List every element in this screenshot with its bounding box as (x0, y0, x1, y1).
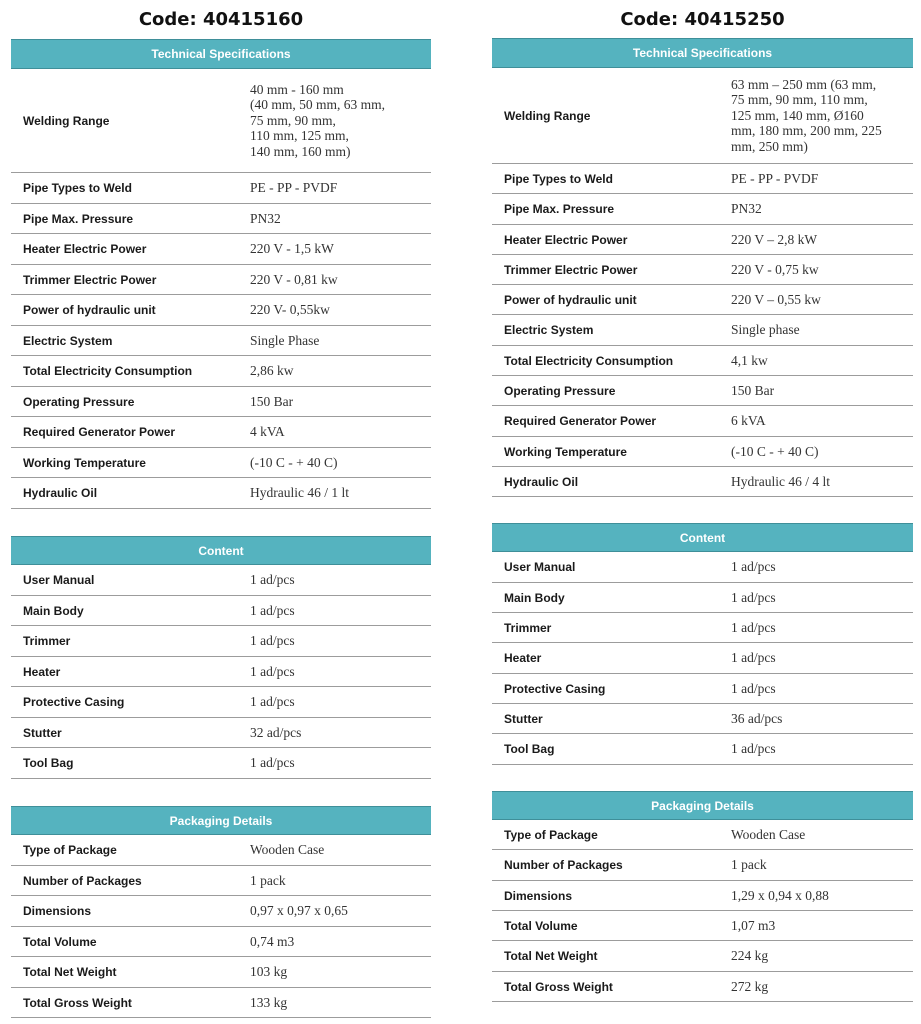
content-label: Trimmer (504, 620, 552, 635)
content-label: Main Body (23, 603, 84, 618)
content-label: Heater (504, 651, 542, 665)
packaging-value: Wooden Case (731, 826, 806, 842)
spec-label: Power of hydraulic unit (23, 303, 156, 317)
spec-label: Electric System (504, 323, 594, 337)
packaging-label: Number of Packages (504, 858, 623, 872)
packaging-row (492, 850, 913, 881)
content-label: Tool Bag (504, 742, 555, 756)
packaging-row (492, 972, 913, 1002)
content-row (11, 748, 431, 779)
spec-row (11, 448, 431, 478)
spec-label: Hydraulic Oil (504, 474, 579, 489)
packaging-value: 0,74 m3 (250, 933, 295, 949)
content-row (492, 613, 913, 643)
spec-row (11, 478, 431, 509)
content-label: Stutter (23, 725, 62, 740)
spec-value: 4,1 kw (731, 352, 768, 368)
section-header: Packaging Details (11, 806, 431, 835)
spec-value: 220 V - 0,81 kw (250, 271, 338, 287)
section-header: Content (11, 536, 431, 565)
packaging-value: 1 pack (250, 872, 286, 888)
packaging-label: Total Net Weight (23, 965, 117, 979)
content-value: 36 ad/pcs (731, 710, 783, 726)
content-value: 1 ad/pcs (731, 559, 776, 575)
content-value: 32 ad/pcs (250, 724, 302, 740)
packaging-value: 272 kg (731, 978, 769, 994)
spec-row (11, 69, 431, 173)
spec-value: PN32 (731, 201, 762, 217)
spec-value: 63 mm – 250 mm (63 mm, 75 mm, 90 mm, 110 mm, 125 mm, 140 mm, Ø160 mm, 180 mm, 200 mm, 225 mm, 250 mm) (731, 76, 882, 154)
packaging-label: Total Net Weight (504, 949, 598, 963)
spec-row (11, 265, 431, 295)
content-value: 1 ad/pcs (731, 650, 776, 666)
spec-value: Hydraulic 46 / 1 lt (250, 485, 349, 501)
product-code-title: Code: 40415250 (620, 9, 785, 30)
content-row (11, 596, 431, 626)
spec-value: 150 Bar (731, 382, 775, 398)
spec-label: Operating Pressure (23, 394, 135, 409)
spec-label: Heater Electric Power (23, 242, 147, 256)
spec-value: 150 Bar (250, 393, 294, 409)
packaging-row (11, 957, 431, 988)
spec-label: Total Electricity Consumption (504, 353, 674, 368)
spec-row (11, 204, 431, 234)
content-table (11, 536, 431, 779)
spec-label: Trimmer Electric Power (23, 272, 157, 287)
packaging-row (11, 866, 431, 896)
packaging-row (11, 927, 431, 957)
technical-specifications-table (492, 38, 913, 497)
technical-specifications-table (11, 39, 431, 509)
packaging-label: Dimensions (504, 888, 573, 903)
packaging-label: Number of Packages (23, 873, 142, 888)
spec-value: 40 mm - 160 mm (40 mm, 50 mm, 63 mm, 75 mm, 90 mm, 110 mm, 125 mm, 140 mm, 160 mm) (250, 81, 385, 159)
content-value: 1 ad/pcs (250, 572, 295, 588)
spec-row (11, 295, 431, 326)
spec-row (11, 417, 431, 448)
spec-value: Single phase (731, 322, 800, 338)
product-code-title: Code: 40415160 (138, 9, 304, 30)
content-label: Tool Bag (23, 756, 74, 770)
spec-row (492, 437, 913, 467)
packaging-row (11, 896, 431, 927)
spec-value: Hydraulic 46 / 4 lt (731, 473, 830, 489)
spec-value: Single Phase (250, 332, 320, 348)
section-header: Content (492, 523, 913, 552)
spec-value: 220 V - 0,75 kw (731, 261, 819, 277)
spec-value: 2,86 kw (250, 363, 294, 379)
spec-label: Heater Electric Power (504, 232, 628, 247)
packaging-label: Total Volume (504, 918, 578, 933)
content-label: Heater (23, 664, 61, 679)
packaging-label: Total Gross Weight (23, 995, 132, 1010)
content-value: 1 ad/pcs (250, 663, 295, 679)
packaging-value: 224 kg (731, 948, 769, 964)
content-value: 1 ad/pcs (731, 741, 776, 757)
spec-row (492, 164, 913, 194)
spec-value: 220 V- 0,55kw (250, 302, 330, 318)
content-label: Protective Casing (504, 681, 606, 696)
section-header: Technical Specifications (492, 38, 913, 68)
content-table (492, 523, 913, 765)
spec-label: Operating Pressure (504, 383, 616, 398)
packaging-value: 103 kg (250, 964, 288, 980)
spec-row (11, 356, 431, 387)
packaging-value: 1,07 m3 (731, 917, 776, 933)
content-row (492, 704, 913, 734)
content-value: 1 ad/pcs (250, 694, 295, 710)
content-value: 1 ad/pcs (250, 602, 295, 618)
spec-value: (-10 C - + 40 C) (250, 454, 338, 470)
packaging-row (492, 911, 913, 941)
packaging-label: Total Gross Weight (504, 979, 613, 994)
content-row (492, 643, 913, 674)
packaging-label: Type of Package (504, 827, 598, 842)
content-row (11, 626, 431, 657)
spec-row (11, 326, 431, 356)
spec-value: 220 V – 0,55 kw (731, 291, 821, 307)
spec-label: Working Temperature (23, 455, 146, 470)
packaging-label: Type of Package (23, 843, 117, 857)
spec-label: Power of hydraulic unit (504, 292, 637, 307)
spec-row (492, 315, 913, 346)
spec-label: Pipe Max. Pressure (23, 211, 134, 226)
packaging-value: 1 pack (731, 857, 767, 873)
packaging-label: Dimensions (23, 904, 92, 918)
content-label: Main Body (504, 590, 565, 605)
content-label: Stutter (504, 711, 543, 726)
spec-value: PN32 (250, 210, 281, 226)
content-value: 1 ad/pcs (731, 589, 776, 605)
spec-value: 6 kVA (731, 413, 766, 429)
packaging-value: 0,97 x 0,97 x 0,65 (250, 903, 348, 919)
spec-row (492, 346, 913, 376)
content-label: User Manual (504, 560, 576, 574)
spec-label: Pipe Max. Pressure (504, 202, 615, 216)
spec-label: Pipe Types to Weld (504, 171, 613, 186)
content-row (11, 687, 431, 718)
spec-value: 220 V – 2,8 kW (731, 231, 818, 247)
packaging-row (492, 820, 913, 850)
spec-label: Electric System (23, 333, 113, 348)
spec-row (492, 376, 913, 406)
packaging-row (492, 941, 913, 972)
spec-label: Hydraulic Oil (23, 486, 98, 500)
spec-label: Pipe Types to Weld (23, 181, 132, 195)
packaging-row (11, 988, 431, 1018)
packaging-details-table (11, 806, 431, 1018)
spec-label: Required Generator Power (504, 414, 657, 428)
spec-row (11, 173, 431, 204)
spec-label: Required Generator Power (23, 425, 176, 439)
section-header: Packaging Details (492, 791, 913, 820)
content-row (492, 734, 913, 765)
content-label: Protective Casing (23, 695, 125, 709)
packaging-row (11, 835, 431, 866)
spec-label: Trimmer Electric Power (504, 262, 638, 277)
spec-label: Total Electricity Consumption (23, 364, 193, 378)
spec-row (11, 387, 431, 417)
spec-row (492, 68, 913, 164)
content-value: 1 ad/pcs (731, 619, 776, 635)
content-row (492, 552, 913, 583)
packaging-row (492, 881, 913, 911)
spec-value: PE - PP - PVDF (250, 180, 338, 196)
spec-value: (-10 C - + 40 C) (731, 443, 819, 459)
content-label: User Manual (23, 573, 95, 587)
packaging-value: Wooden Case (250, 842, 325, 858)
content-row (492, 674, 913, 704)
spec-row (492, 406, 913, 437)
spec-row (11, 234, 431, 265)
content-row (492, 583, 913, 613)
packaging-label: Total Volume (23, 934, 97, 949)
packaging-value: 1,29 x 0,94 x 0,88 (731, 887, 829, 903)
spec-row (492, 467, 913, 497)
spec-row (492, 194, 913, 225)
spec-label: Working Temperature (504, 444, 627, 459)
spec-value: PE - PP - PVDF (731, 170, 819, 186)
content-row (11, 565, 431, 596)
content-label: Trimmer (23, 634, 71, 648)
packaging-details-table (492, 791, 913, 1002)
content-row (11, 718, 431, 748)
content-value: 1 ad/pcs (250, 755, 295, 771)
content-value: 1 ad/pcs (731, 680, 776, 696)
spec-row (492, 225, 913, 255)
content-value: 1 ad/pcs (250, 633, 295, 649)
packaging-value: 133 kg (250, 994, 288, 1010)
spec-label: Welding Range (23, 113, 110, 128)
section-header: Technical Specifications (11, 39, 431, 69)
spec-label: Welding Range (504, 108, 591, 123)
spec-value: 220 V - 1,5 kW (250, 241, 334, 257)
spec-row (492, 255, 913, 285)
spec-row (492, 285, 913, 315)
content-row (11, 657, 431, 687)
spec-value: 4 kVA (250, 424, 285, 440)
